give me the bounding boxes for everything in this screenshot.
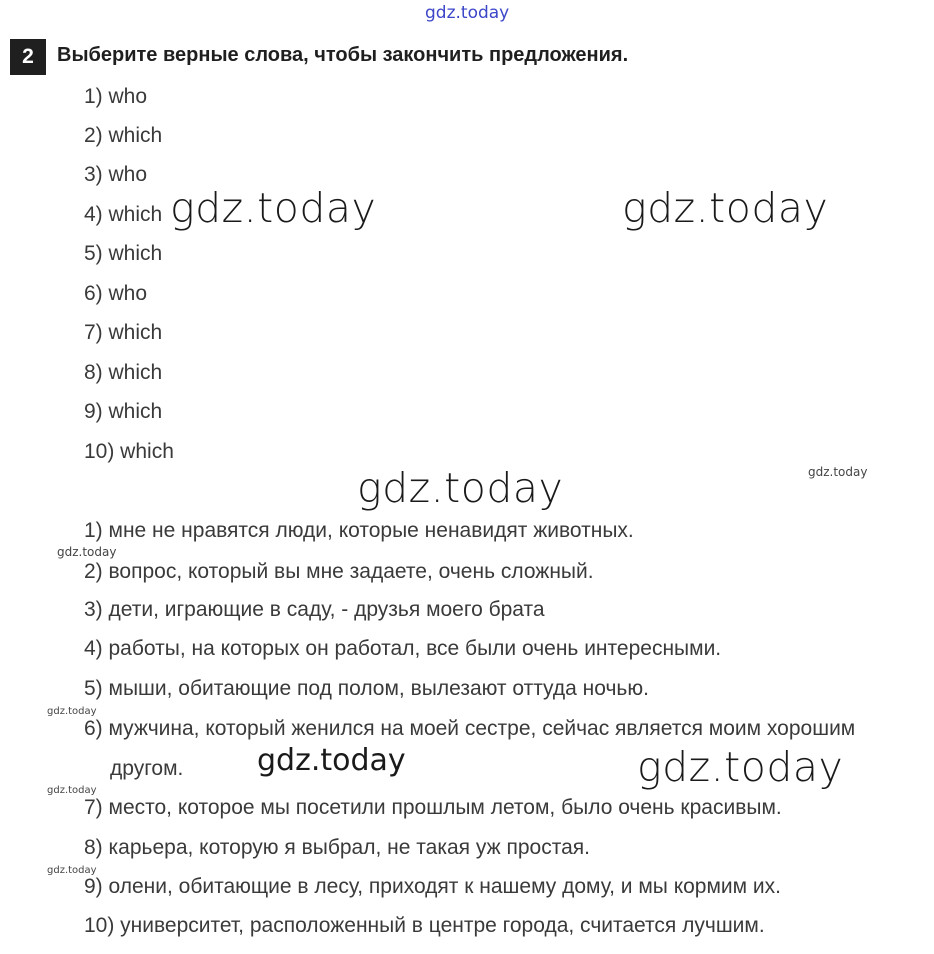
answer-item: 5) which	[84, 242, 163, 265]
translation-item: 1) мне не нравятся люди, которые ненавидят животных.	[84, 519, 634, 542]
watermark-small: gdz.today	[808, 465, 868, 479]
watermark-large: gdz.today	[357, 464, 564, 512]
answer-item: 7) which	[84, 321, 163, 344]
watermark-large: gdz.today	[170, 184, 377, 232]
watermark-large: gdz.today	[257, 743, 406, 778]
answer-item: 3) who	[84, 163, 148, 186]
answer-item: 8) which	[84, 361, 163, 384]
watermark-large: gdz.today	[637, 743, 844, 791]
translation-item: 5) мыши, обитающие под полом, вылезают оттуда ночью.	[84, 677, 649, 700]
answer-item: 2) which	[84, 124, 163, 147]
answer-item: 1) who	[84, 85, 148, 108]
translation-item: 8) карьера, которую я выбрал, не такая уж простая.	[84, 836, 590, 859]
watermark-small: gdz.today	[47, 706, 97, 717]
translation-item: 2) вопрос, который вы мне задаете, очень сложный.	[84, 560, 594, 583]
translation-item: 3) дети, играющие в саду, - друзья моего брата	[84, 598, 545, 621]
translation-item: 7) место, которое мы посетили прошлым летом, было очень красивым.	[84, 796, 782, 819]
watermark-small: gdz.today	[47, 865, 97, 876]
watermark-top: gdz.today	[425, 3, 510, 23]
translation-item: 10) университет, расположенный в центре города, считается лучшим.	[84, 914, 765, 937]
task-title: Выберите верные слова, чтобы закончить предложения.	[57, 44, 629, 66]
translation-item: 6) мужчина, который женился на моей сестре, сейчас является моим хорошим	[84, 717, 856, 740]
answer-item: 4) which	[84, 203, 163, 226]
watermark-small: gdz.today	[47, 785, 97, 796]
answer-item: 6) who	[84, 282, 148, 305]
translation-item-continuation: другом.	[110, 757, 184, 780]
translation-item: 4) работы, на которых он работал, все были очень интересными.	[84, 637, 722, 660]
answer-item: 9) which	[84, 400, 163, 423]
answer-item: 10) which	[84, 440, 174, 463]
watermark-small: gdz.today	[57, 545, 117, 559]
translation-item: 9) олени, обитающие в лесу, приходят к нашему дому, и мы кормим их.	[84, 875, 781, 898]
task-number-badge: 2	[10, 39, 46, 75]
watermark-large: gdz.today	[622, 184, 829, 232]
